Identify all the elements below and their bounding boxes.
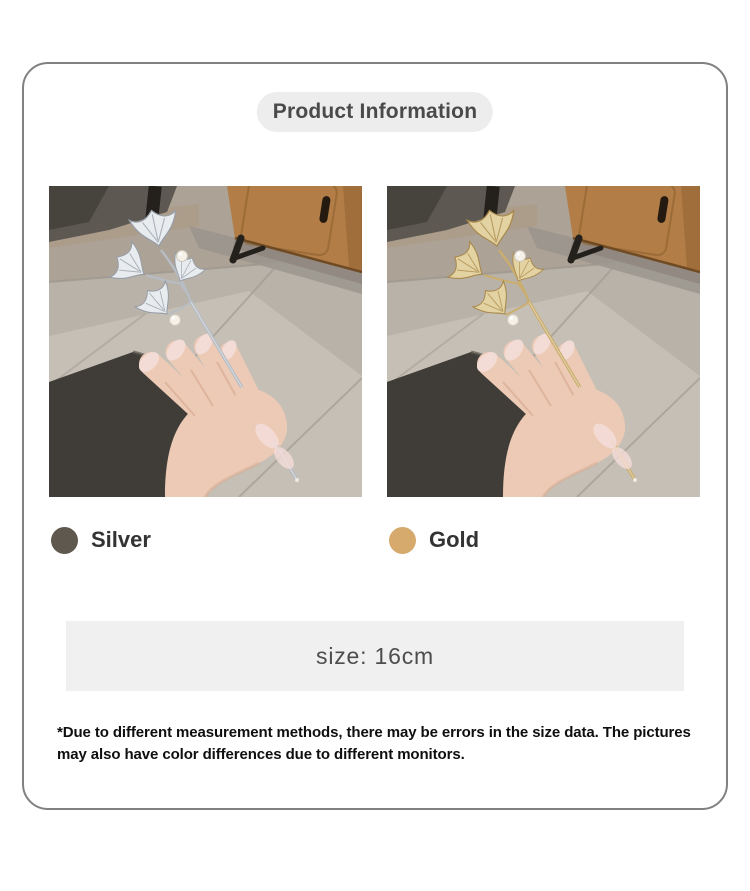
section-title-pill (257, 92, 493, 132)
product-photo-gold (387, 186, 700, 497)
disclaimer-text: *Due to different measurement methods, there may be errors in the size data. The pictures may also have color differences due to different monitors. (57, 724, 691, 763)
gold-swatch-label: Gold (429, 527, 480, 552)
color-option-silver (49, 524, 362, 556)
size-text: size: 16cm (316, 642, 434, 669)
size-bar (66, 621, 684, 691)
gold-swatch-dot (389, 527, 416, 554)
silver-swatch-label: Silver (91, 527, 151, 552)
color-option-row (49, 524, 705, 556)
color-option-gold (387, 524, 700, 556)
silver-swatch-dot (51, 527, 78, 554)
product-photo-row (49, 186, 700, 497)
product-info-card (22, 62, 728, 810)
product-photo-silver (49, 186, 362, 497)
section-title: Product Information (272, 100, 478, 123)
